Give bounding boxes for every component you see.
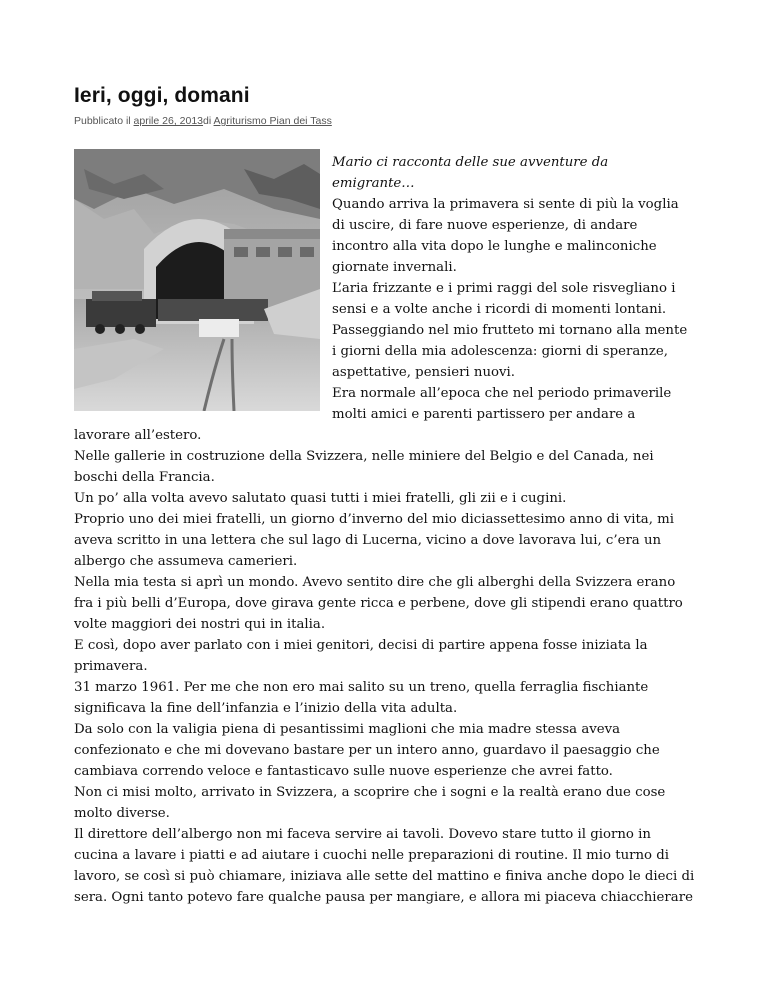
body-line: cucina a lavare i piatti e ad aiutare i cuochi nelle preparazioni di routine. Il mio turno di bbox=[74, 848, 670, 863]
body-line: aveva scritto in una lettera che sul lago di Lucerna, vicino a dove lavorava lui, c’era un bbox=[74, 533, 662, 548]
body-line: Mario ci racconta delle sue avventure da bbox=[332, 155, 609, 170]
body-line: sensi e a volte anche i ricordi di momenti lontani. bbox=[332, 302, 667, 317]
body-line: fra i più belli d’Europa, dove girava gente ricca e perbene, dove gli stipendi erano quattro bbox=[74, 596, 683, 611]
body-line: 31 marzo 1961. Per me che non ero mai salito su un treno, quella ferraglia fischiante bbox=[74, 680, 649, 695]
meta-by: di bbox=[203, 115, 214, 127]
body-line: Da solo con la valigia piena di pesantissimi maglioni che mia madre stessa aveva bbox=[74, 722, 621, 737]
body-line: primavera. bbox=[74, 659, 148, 674]
body-line: L’aria frizzante e i primi raggi del sole risvegliano i bbox=[332, 281, 676, 296]
meta-prefix: Pubblicato il bbox=[74, 115, 134, 127]
body-line: sera. Ogni tanto potevo fare qualche pausa per mangiare, e allora mi piaceva chiacchierare bbox=[74, 890, 693, 905]
body-line: i giorni della mia adolescenza: giorni di speranze, bbox=[332, 344, 668, 359]
body-line: emigrante… bbox=[332, 176, 415, 191]
body-line: significava la fine dell’infanzia e l’inizio della vita adulta. bbox=[74, 701, 458, 716]
body-line: Non ci misi molto, arrivato in Svizzera, a scoprire che i sogni e la realtà erano due cose bbox=[74, 785, 666, 800]
body-line: volte maggiori dei nostri qui in italia. bbox=[74, 617, 326, 632]
body-line: Un po’ alla volta avevo salutato quasi tutti i miei fratelli, gli zii e i cugini. bbox=[74, 491, 567, 506]
body-line: molto diverse. bbox=[74, 806, 170, 821]
body-line: giornate invernali. bbox=[332, 260, 457, 275]
body-line: Il direttore dell’albergo non mi faceva servire ai tavoli. Dovevo stare tutto il giorno in bbox=[74, 827, 651, 842]
body-line: Proprio uno dei miei fratelli, un giorno d’inverno del mio diciassettesimo anno di vita, mi bbox=[74, 512, 675, 527]
body-line: cambiava correndo veloce e fantasticavo sulle nuove esperienze che avrei fatto. bbox=[74, 764, 613, 779]
body-line: aspettative, pensieri nuovi. bbox=[332, 365, 516, 380]
body-line: lavorare all’estero. bbox=[74, 428, 202, 443]
body-line: di uscire, di fare nuove esperienze, di andare bbox=[332, 218, 638, 233]
body-line: E così, dopo aver parlato con i miei genitori, decisi di partire appena fosse iniziata la bbox=[74, 638, 648, 653]
body-line: albergo che assumeva camerieri. bbox=[74, 554, 298, 569]
body-line: lavoro, se così si può chiamare, iniziava alle sette del mattino e finiva anche dopo le dieci di bbox=[74, 869, 695, 884]
body-line: Nella mia testa si aprì un mondo. Avevo sentito dire che gli alberghi della Svizzera erano bbox=[74, 575, 676, 590]
post-meta bbox=[74, 115, 332, 127]
body-line: Era normale all’epoca che nel periodo primaverile bbox=[332, 386, 672, 401]
body-line: molti amici e parenti partissero per andare a bbox=[332, 407, 636, 422]
body-line: confezionato e che mi dovevano bastare per un intero anno, guardavo il paesaggio che bbox=[74, 743, 660, 758]
author-link[interactable]: Agriturismo Pian dei Tass bbox=[213, 115, 332, 127]
body-line: Passeggiando nel mio frutteto mi tornano alla mente bbox=[332, 323, 688, 338]
body-line: incontro alla vita dopo le lunghe e malinconiche bbox=[332, 239, 657, 254]
body-line: boschi della Francia. bbox=[74, 470, 215, 485]
body-line: Quando arriva la primavera si sente di più la voglia bbox=[332, 197, 679, 212]
post-date-link[interactable]: aprile 26, 2013 bbox=[133, 115, 204, 127]
article-body bbox=[74, 152, 714, 908]
post-title[interactable]: Ieri, oggi, domani bbox=[74, 84, 250, 107]
body-line: Nelle gallerie in costruzione della Svizzera, nelle miniere del Belgio e del Canada, nei bbox=[74, 449, 654, 464]
